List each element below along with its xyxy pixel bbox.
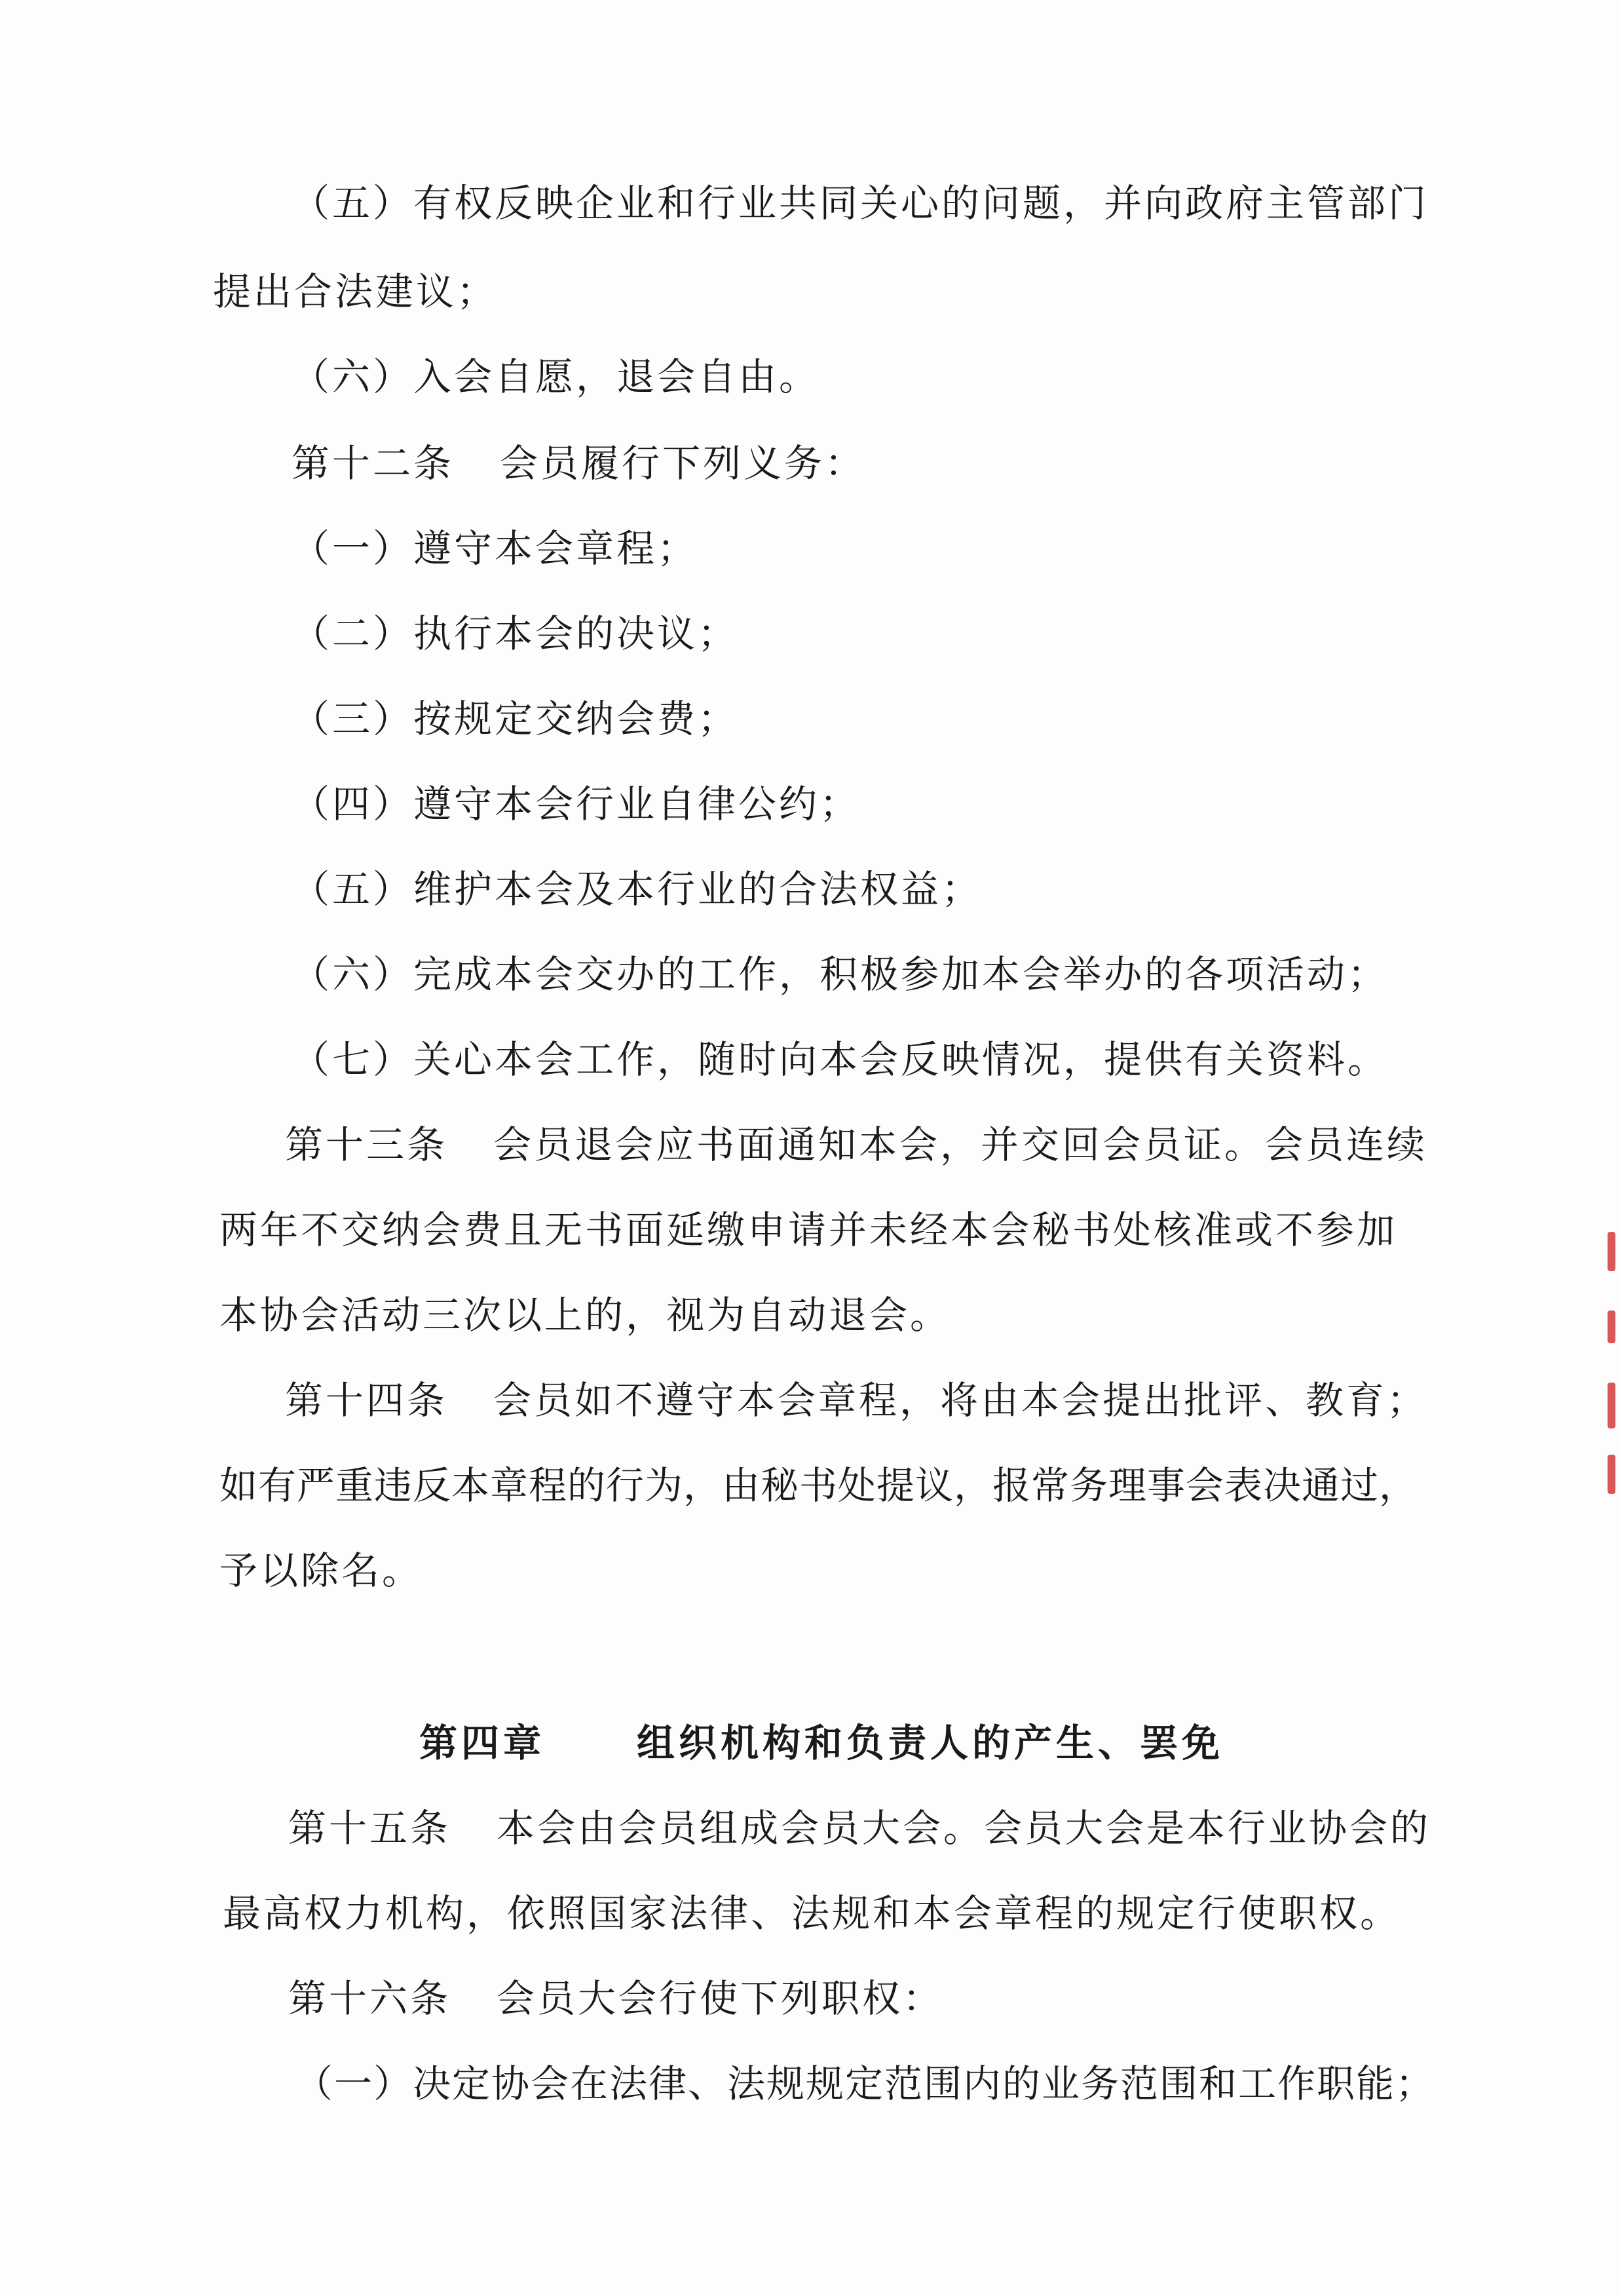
chapter-heading — [419, 1720, 1224, 1766]
text-line: （六）入会自愿，退会自由。 — [292, 354, 820, 399]
text-line: 提出合法建议； — [213, 269, 498, 314]
chapter-title: 组织机构和负责人的产生、罢免 — [637, 1721, 1224, 1765]
article-text: 会员大会行使下列职权： — [497, 1976, 944, 2021]
text-line: （一）遵守本会章程； — [292, 526, 698, 571]
text-line: （六）完成本会交办的工作，积极参加本会举办的各项活动； — [292, 952, 1389, 997]
article-number: 第十二条 — [292, 441, 455, 486]
text-line: （四）遵守本会行业自律公约； — [292, 782, 861, 826]
article-line — [285, 1122, 1427, 1168]
text-line: （五）有权反映企业和行业共同关心的问题，并向政府主管部门 — [292, 181, 1429, 225]
article-text: 本会由会员组成会员大会。会员大会是本行业协会的 — [497, 1806, 1431, 1850]
text-line: （二）执行本会的决议； — [292, 611, 739, 656]
article-line — [292, 440, 865, 486]
chapter-number: 第四章 — [419, 1721, 546, 1765]
text-line: （一）决定协会在法律、法规规定范围内的业务范围和工作职能； — [295, 2061, 1435, 2106]
text-line: 予以除名。 — [219, 1548, 423, 1593]
article-number: 第十五条 — [288, 1806, 451, 1850]
text-line: 最高权力机构，依照国家法律、法规和本会章程的规定行使职权。 — [223, 1891, 1401, 1936]
article-text: 会员退会应书面通知本会，并交回会员证。会员连续 — [493, 1122, 1428, 1167]
red-seal-fragment — [1604, 1232, 1620, 1507]
article-line — [288, 1805, 1431, 1851]
text-line: 如有严重违反本章程的行为，由秘书处提议，报常务理事会表决通过， — [219, 1463, 1418, 1508]
article-line — [285, 1377, 1427, 1423]
text-line: （五）维护本会及本行业的合法权益； — [292, 867, 983, 911]
article-number: 第十三条 — [285, 1122, 448, 1167]
article-number: 第十六条 — [288, 1976, 451, 2021]
article-text: 会员如不遵守本会章程，将由本会提出批评、教育； — [493, 1378, 1428, 1423]
text-line: （三）按规定交纳会费； — [292, 697, 739, 741]
article-number: 第十四条 — [285, 1378, 448, 1423]
text-line: 本协会活动三次以上的，视为自动退会。 — [219, 1293, 951, 1337]
article-text: 会员履行下列义务： — [500, 441, 866, 486]
text-line: 两年不交纳会费且无书面延缴申请并未经本会秘书处核准或不参加 — [219, 1208, 1398, 1252]
article-line — [288, 1976, 943, 2021]
text-line: （七）关心本会工作，随时向本会反映情况，提供有关资料。 — [292, 1037, 1389, 1082]
